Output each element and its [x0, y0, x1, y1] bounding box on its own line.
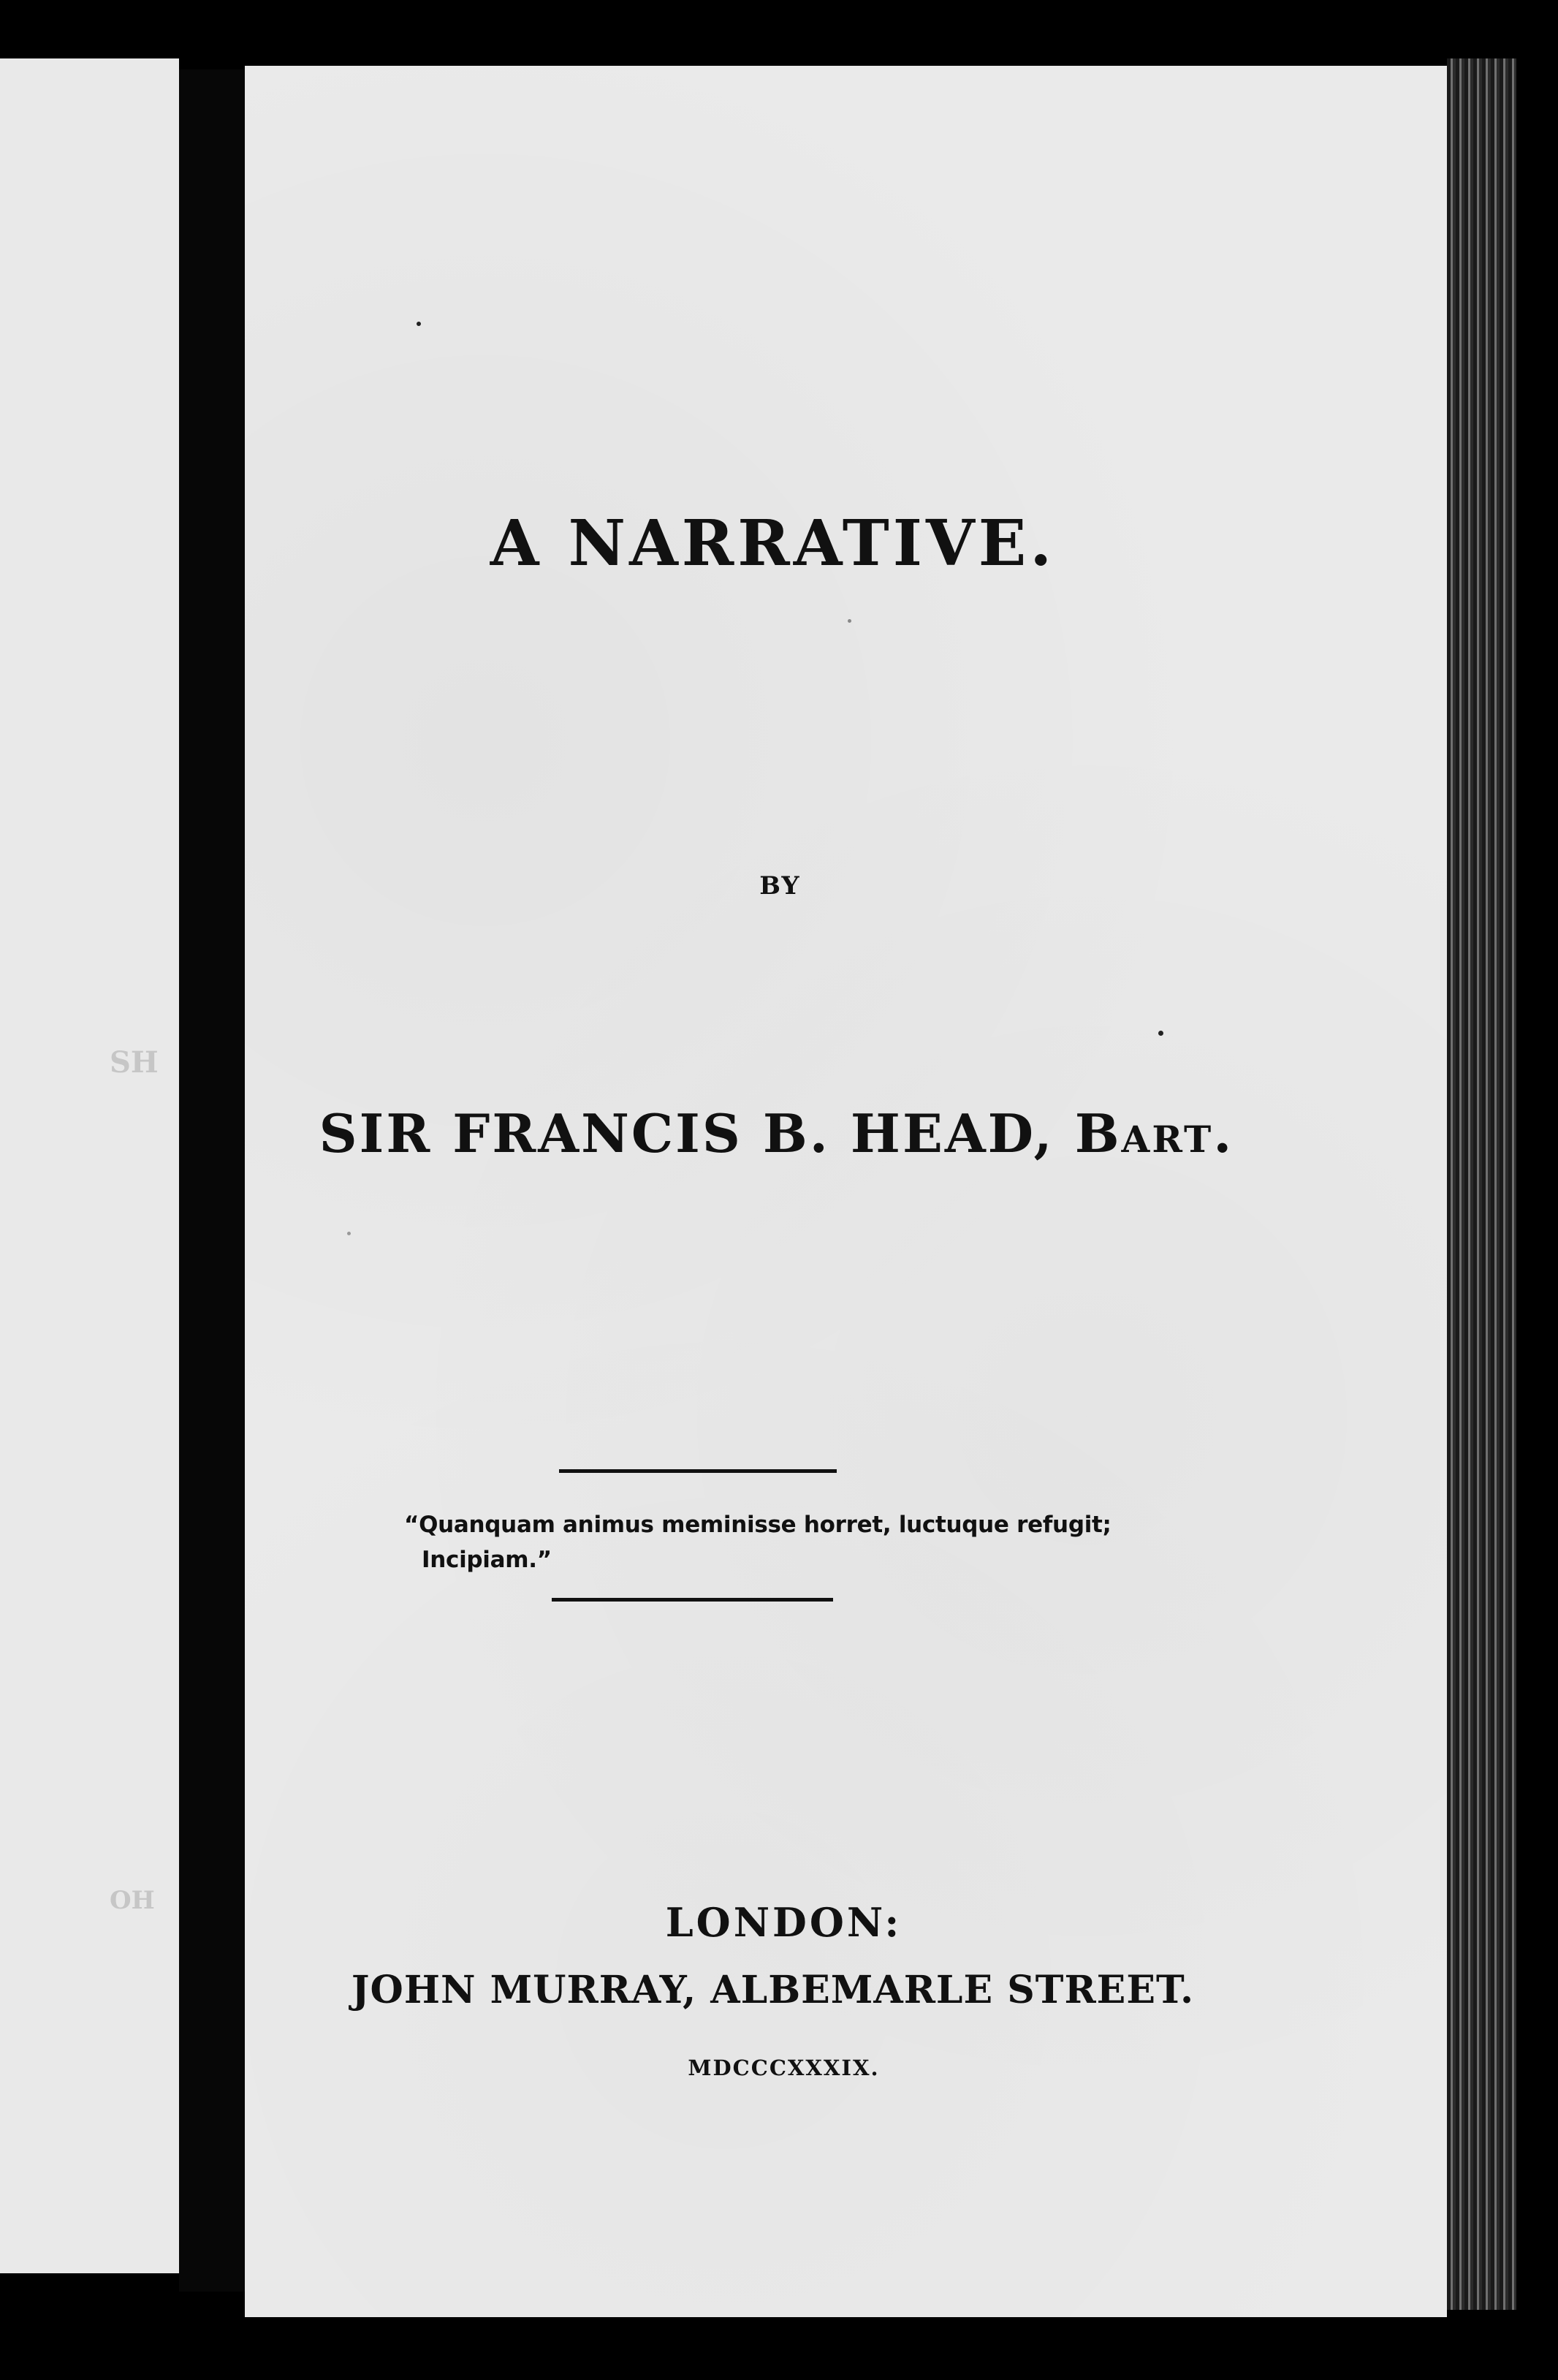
author-line [175, 1102, 1378, 1164]
author-name: SIR FRANCIS B. HEAD, [319, 1102, 1054, 1164]
by-line: BY [759, 871, 801, 901]
imprint-place: LONDON: [665, 1899, 902, 1946]
paper-speck [347, 1232, 351, 1235]
title-page [245, 66, 1447, 2317]
imprint-publisher: JOHN MURRAY, ALBEMARLE STREET. [351, 1968, 1195, 2012]
paper-speck [417, 322, 421, 326]
book-title: A NARRATIVE. [490, 507, 1056, 580]
paper-speck [1158, 1031, 1163, 1036]
epigraph [404, 1507, 1112, 1577]
imprint-year: MDCCCXXXIX. [688, 2055, 880, 2080]
epigraph-rule-bottom [552, 1598, 833, 1602]
facing-page: SH OH [0, 58, 179, 2273]
epigraph-line-2: Incipiam.” [422, 1547, 552, 1573]
paper-speck [848, 619, 851, 623]
binding-gutter [179, 69, 245, 2292]
epigraph-line-1: “Quanquam animus meminisse horret, luctuque refugit; [404, 1512, 1112, 1538]
epigraph-rule-top [559, 1469, 837, 1473]
author-suffix: Bart. [1074, 1102, 1234, 1164]
page-stack-edge [1447, 58, 1516, 2310]
